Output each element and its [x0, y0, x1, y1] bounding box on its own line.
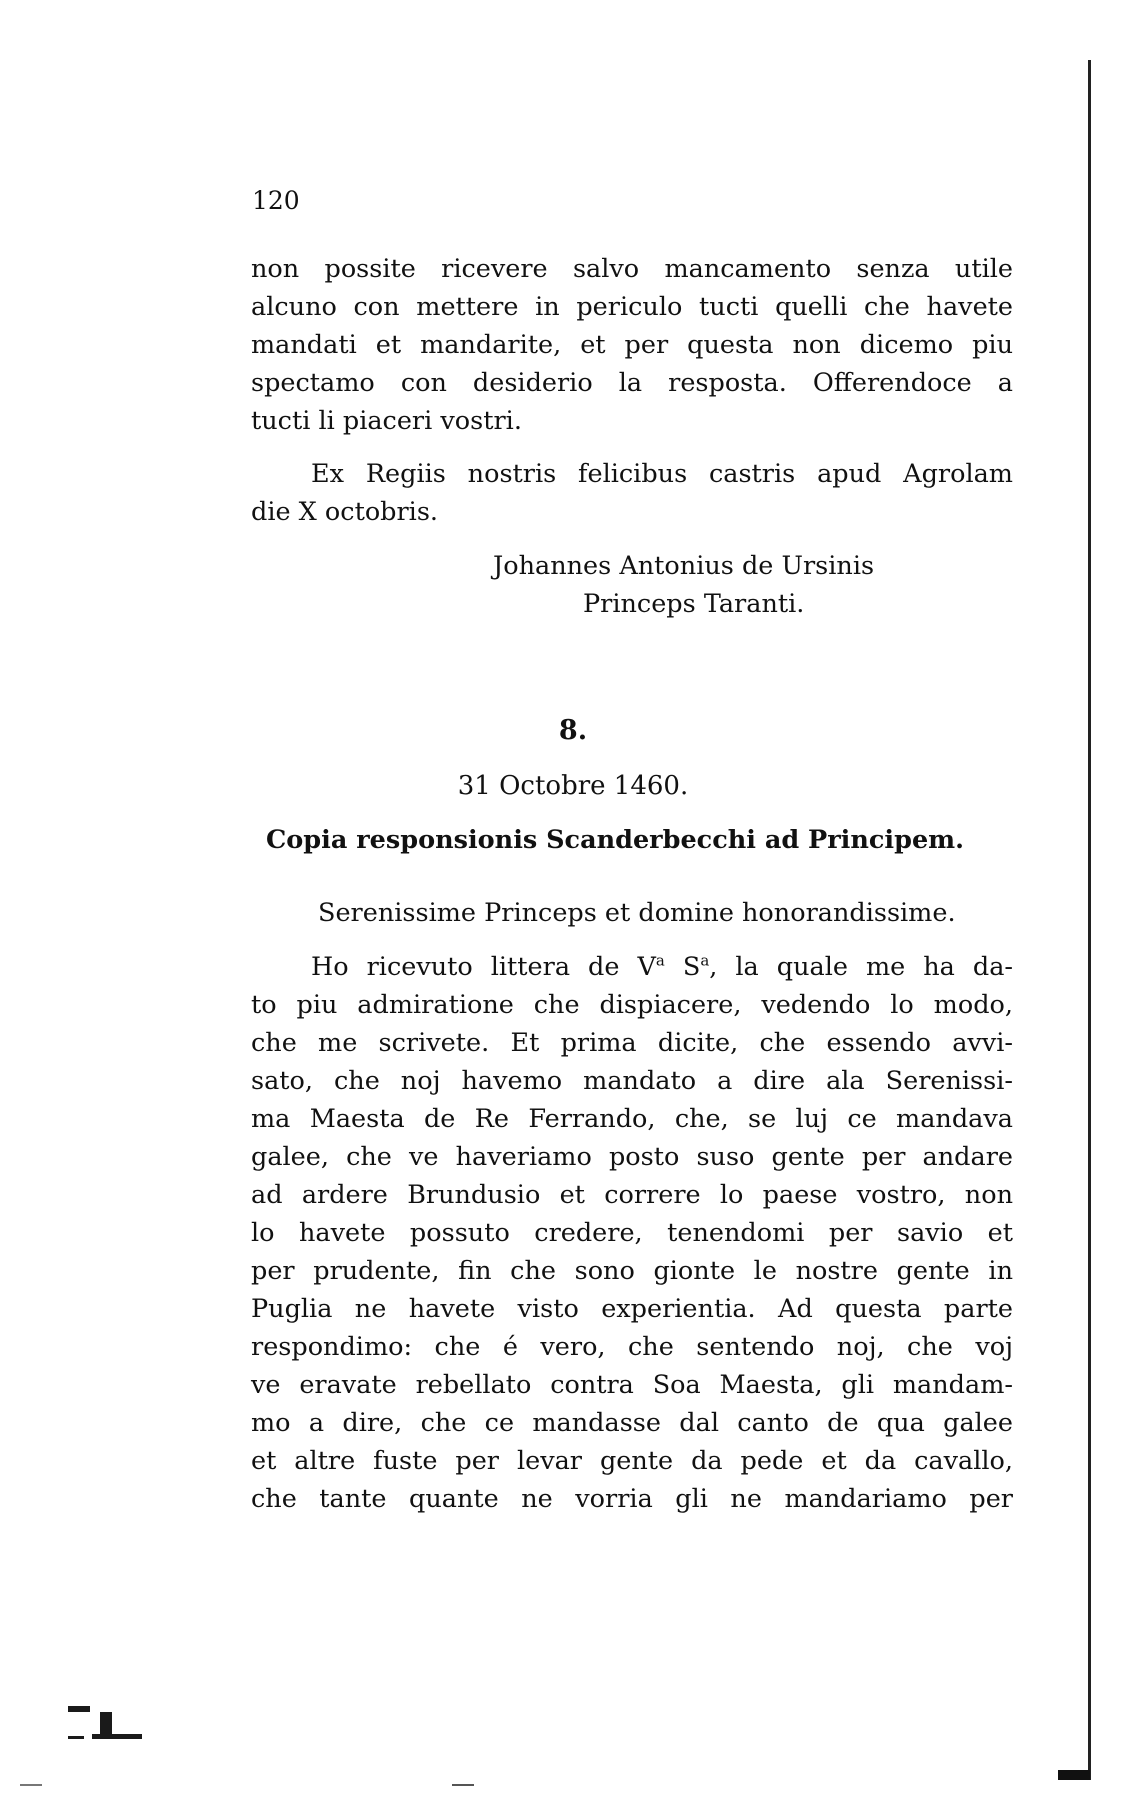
text-line: et altre fuste per levar gente da pede et da cavallo, [251, 1446, 1013, 1476]
document-date: 31 Octobre 1460. [457, 771, 689, 801]
scan-artifact [20, 1784, 42, 1786]
page-edge-line [1088, 60, 1091, 1780]
text-line: alcuno con mettere in periculo tucti quelli che havete [251, 292, 1013, 322]
text-line: lo havete possuto credere, tenendomi per savio et [251, 1218, 1013, 1248]
text-line: die X octobris. [251, 497, 439, 527]
text-line: ad ardere Brundusio et correre lo paese vostro, non [251, 1180, 1013, 1210]
text-line: mo a dire, che ce mandasse dal canto de qua galee [251, 1408, 1013, 1438]
text-line: to piu admiratione che dispiacere, vedendo lo modo, [251, 990, 1013, 1020]
text-line: ve eravate rebellato contra Soa Maesta, gli mandam- [251, 1370, 1013, 1400]
salutation: Serenissime Princeps et domine honorandissime. [318, 898, 956, 928]
text-line: che me scrivete. Et prima dicite, che essendo avvi- [251, 1028, 1013, 1058]
dateline-paragraph [251, 455, 1013, 531]
scan-artifact [452, 1784, 474, 1786]
text-line: Puglia ne havete visto experientia. Ad questa parte [251, 1294, 1013, 1324]
page-number: 120 [252, 186, 300, 215]
superscript: a [655, 951, 665, 970]
letter-text: Ho ricevuto littera de V [311, 952, 656, 982]
text-line [251, 948, 1013, 986]
signature-title: Princeps Taranti. [583, 589, 805, 619]
scan-artifact [68, 1736, 84, 1739]
document-heading: Copia responsionis Scanderbecchi ad Principem. [266, 825, 965, 855]
text-line: che tante quante ne vorria gli ne mandariamo per [251, 1484, 1013, 1514]
letter-text: S [664, 952, 701, 982]
page-edge-foot [1058, 1770, 1090, 1780]
signature-block [493, 547, 874, 623]
text-line: tucti li piaceri vostri. [251, 406, 522, 436]
text-line: mandati et mandarite, et per questa non dicemo piu [251, 330, 1013, 360]
text-line: respondimo: che é vero, che sentendo noj, che voj [251, 1332, 1013, 1362]
scan-artifact [92, 1734, 142, 1739]
text-line: non possite ricevere salvo mancamento senza utile [251, 254, 1013, 284]
continuation-paragraph [251, 250, 1013, 440]
text-line: sato, che noj havemo mandato a dire ala Serenissi- [251, 1066, 1013, 1096]
letter-text: , la quale me ha da- [709, 952, 1014, 982]
document-number: 8. [558, 715, 588, 746]
text-line: spectamo con desiderio la resposta. Offerendoce a [251, 368, 1013, 398]
scan-artifact [68, 1706, 90, 1712]
text-line: per prudente, fin che sono gionte le nostre gente in [251, 1256, 1013, 1286]
text-line: galee, che ve haveriamo posto suso gente per andare [251, 1142, 1013, 1172]
letter-body [251, 948, 1013, 1518]
signature-name: Johannes Antonius de Ursinis [493, 551, 875, 581]
text-line: ma Maesta de Re Ferrando, che, se luj ce mandava [251, 1104, 1013, 1134]
superscript: a [700, 951, 710, 970]
text-line: Ex Regiis nostris felicibus castris apud Agrolam [311, 459, 1013, 489]
